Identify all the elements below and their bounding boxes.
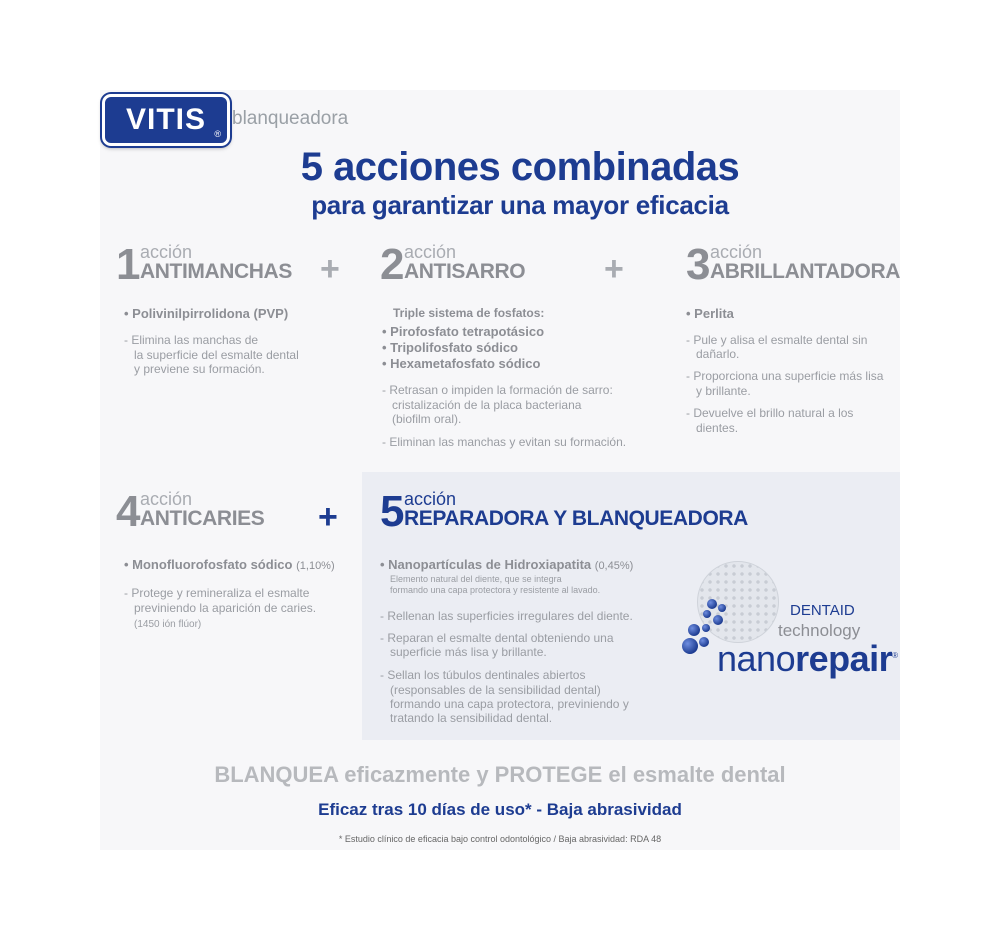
action-name: ANTISARRO xyxy=(404,260,526,283)
action-5-line: tratando la sensibilidad dental. xyxy=(390,711,553,725)
action-5-line: - Sellan los túbulos dentinales abiertos xyxy=(380,668,586,682)
action-3-line: - Devuelve el brillo natural a los xyxy=(686,406,854,420)
action-3-ingredient: • Perlita xyxy=(686,306,734,321)
action-1-line: y previene su formación. xyxy=(134,362,265,376)
action-5-note: Elemento natural del diente, que se integra xyxy=(390,574,562,584)
action-2-line: cristalización de la placa bacteriana xyxy=(392,398,582,412)
action-3-line: y brillante. xyxy=(696,384,751,398)
ingredient-name: • Monofluorofosfato sódico xyxy=(124,557,293,572)
action-2-line: - Eliminan las manchas y evitan su formación. xyxy=(382,435,627,449)
plus-sign: + xyxy=(604,250,624,288)
action-word: acción xyxy=(140,489,193,509)
page-subtitle: para garantizar una mayor eficacia xyxy=(311,190,729,220)
vitis-logo xyxy=(102,94,230,146)
action-2-line: - Retrasan o impiden la formación de sarro: xyxy=(382,383,613,397)
repair-text: repair xyxy=(795,638,893,679)
product-name: blanqueadora xyxy=(232,108,349,129)
efficacy-claim: Eficaz tras 10 días de uso* - Baja abrasividad xyxy=(318,800,682,819)
ingredient-percentage: (1,10%) xyxy=(296,560,335,572)
plus-sign: + xyxy=(318,498,338,536)
technology-label: technology xyxy=(778,621,861,640)
action-3-line: - Proporciona una superficie más lisa xyxy=(686,369,884,383)
logo-text: VITIS xyxy=(125,103,206,136)
action-number: 4 xyxy=(116,487,141,536)
action-1-ingredient: • Polivinilpirrolidona (PVP) xyxy=(124,306,289,321)
action-number: 1 xyxy=(116,240,141,289)
action-number: 2 xyxy=(380,240,405,289)
action-3-line: - Pule y alisa el esmalte dental sin xyxy=(686,333,868,347)
action-name: ANTICARIES xyxy=(140,507,265,530)
action-word: acción xyxy=(710,242,763,262)
action-3-line: dañarlo. xyxy=(696,347,740,361)
action-5-line: superficie más lisa y brillante. xyxy=(390,645,547,659)
ingredient-name: • Nanopartículas de Hidroxiapatita xyxy=(380,557,592,572)
action-number: 3 xyxy=(686,240,711,289)
action-4-line: (1450 ión flúor) xyxy=(134,619,202,630)
footnote: * Estudio clínico de eficacia bajo control odontológico / Baja abrasividad: RDA 48 xyxy=(338,834,662,844)
nanorepair-wordmark xyxy=(717,638,898,680)
action-3-line: dientes. xyxy=(696,421,739,435)
plus-sign: + xyxy=(320,250,340,288)
logo-registered-mark: ® xyxy=(214,129,221,139)
action-number: 5 xyxy=(380,487,405,536)
action-2-intro: Triple sistema de fosfatos: xyxy=(393,306,545,320)
action-word: acción xyxy=(140,242,193,262)
action-2-line: (biofilm oral). xyxy=(392,412,462,426)
ingredient-percentage: (0,45%) xyxy=(594,560,634,572)
dentaid-label: DENTAID xyxy=(790,602,855,619)
action-4-line: - Protege y remineraliza el esmalte xyxy=(124,586,310,600)
action-word: acción xyxy=(404,489,457,509)
page-title: 5 acciones combinadas xyxy=(300,145,740,189)
action-4-line: previniendo la aparición de caries. xyxy=(134,601,317,615)
action-1-line: - Elimina las manchas de xyxy=(124,333,259,347)
registered-mark: ® xyxy=(892,651,898,660)
action-5-line: (responsables de la sensibilidad dental) xyxy=(390,683,601,697)
action-5-line: - Reparan el esmalte dental obteniendo una xyxy=(380,631,614,645)
action-name: ABRILLANTADORA xyxy=(710,260,900,283)
action-name: REPARADORA Y BLANQUEADORA xyxy=(404,507,748,530)
action-2-ingredient: • Hexametafosfato sódico xyxy=(382,356,541,371)
action-name: ANTIMANCHAS xyxy=(140,260,292,283)
action-1-line: la superficie del esmalte dental xyxy=(134,348,299,362)
action-5-note: formando una capa protectora y resistente al lavado. xyxy=(390,585,601,595)
action-word: acción xyxy=(404,242,457,262)
action-5-ingredient xyxy=(380,557,633,572)
action-5-line: - Rellenan las superficies irregulares del diente. xyxy=(380,609,633,623)
action-2-ingredient: • Tripolifosfato sódico xyxy=(382,340,518,355)
nano-text: nano xyxy=(717,638,796,679)
action-2-ingredient: • Pirofosfato tetrapotásico xyxy=(382,324,545,339)
action-4-ingredient xyxy=(124,557,335,572)
action-5-line: formando una capa protectora, previniendo y xyxy=(390,697,629,711)
slogan: BLANQUEA eficazmente y PROTEGE el esmalte dental xyxy=(214,762,786,787)
